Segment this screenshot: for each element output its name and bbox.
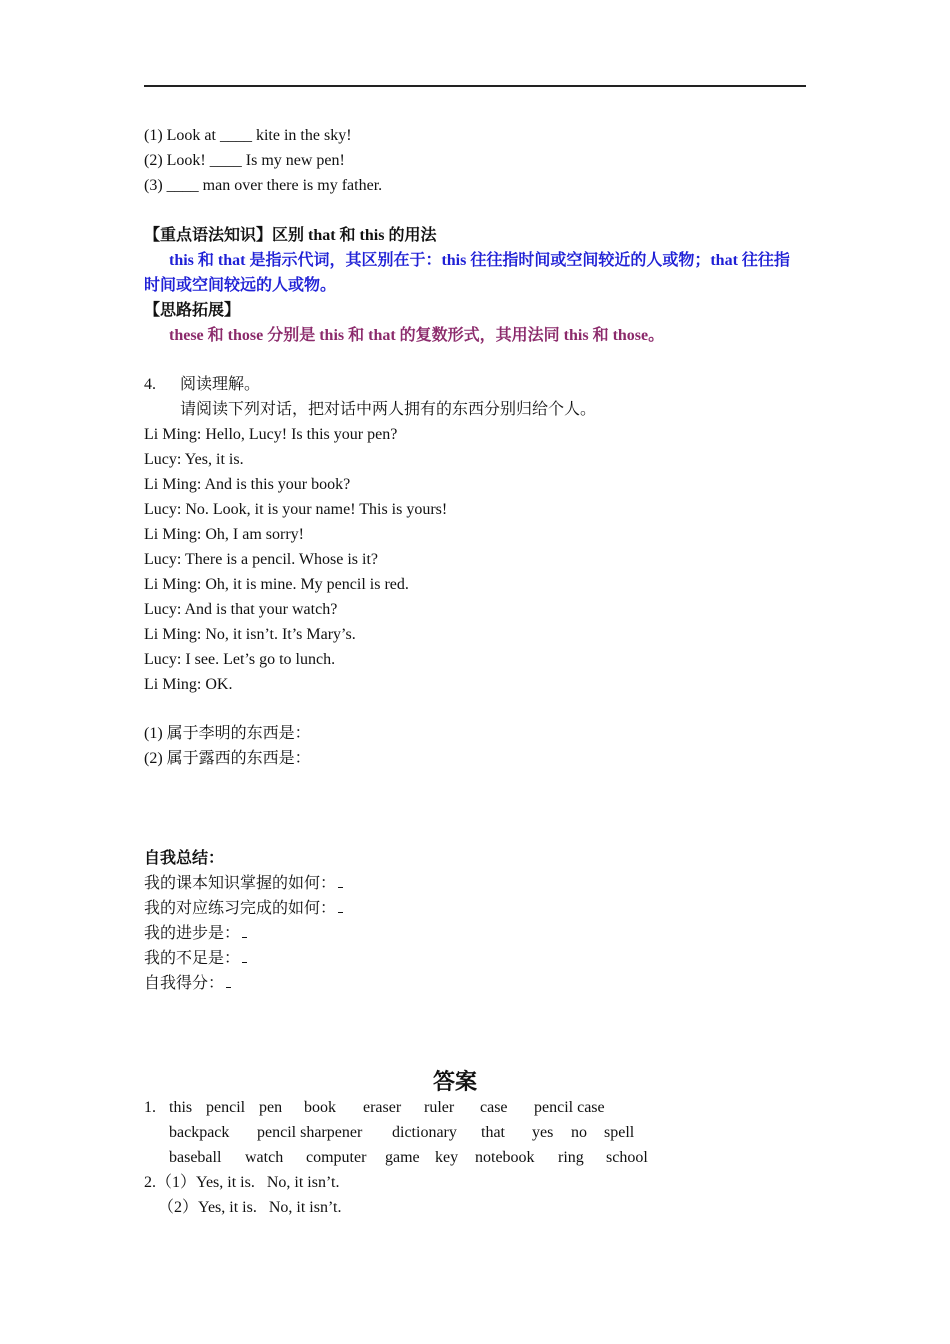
answer-word: backpack: [169, 1124, 230, 1141]
exercise-3-item-3: (3) ____ man over there is my father.: [144, 177, 383, 194]
answer-blank: [338, 875, 343, 888]
summary-item: 我的不足是：: [144, 948, 247, 970]
summary-heading: 自我总结：: [144, 850, 225, 867]
answer-word: book: [304, 1099, 336, 1116]
answer-word: that: [481, 1124, 505, 1141]
header-rule: [144, 85, 806, 87]
grammar-text-line-1: this 和 that 是指示代词，其区别在于：this 往往指时间或空间较近的人或物；that 往往指: [169, 252, 790, 269]
answer-word: pen: [259, 1099, 283, 1116]
answer-word: baseball: [169, 1149, 222, 1166]
summary-item: 我的进步是：: [144, 923, 247, 945]
reading-title: 阅读理解。: [180, 376, 261, 393]
answer-word: eraser: [363, 1099, 402, 1116]
answer-word: yes: [532, 1124, 554, 1141]
grammar-heading: 【重点语法知识】区别 that 和 this 的用法: [144, 227, 437, 244]
dialogue-line: Li Ming: Oh, I am sorry!: [144, 526, 304, 543]
reading-question-1: (1) 属于李明的东西是：: [144, 725, 311, 742]
answer-word: pencil: [206, 1099, 246, 1116]
answer-blank: [242, 950, 247, 963]
summary-item: 自我得分：: [144, 973, 231, 995]
answer-word: ring: [558, 1149, 584, 1166]
exercise-3-item-2: (2) Look! ____ Is my new pen!: [144, 152, 345, 169]
dialogue-line: Lucy: There is a pencil. Whose is it?: [144, 551, 379, 568]
reading-instruction: 请阅读下列对话，把对话中两人拥有的东西分别归给个人。: [180, 401, 597, 418]
dialogue-line: Lucy: Yes, it is.: [144, 451, 244, 468]
answer-word: school: [606, 1149, 648, 1166]
answer-word: ruler: [424, 1099, 455, 1116]
answer-word: this: [169, 1099, 193, 1116]
answer-word: pencil sharpener: [257, 1124, 363, 1141]
answer-blank: [242, 925, 247, 938]
answer-word: spell: [604, 1124, 635, 1141]
answer-word: dictionary: [392, 1124, 457, 1141]
answers-title: 答案: [432, 1069, 477, 1094]
reading-question-2: (2) 属于露西的东西是：: [144, 750, 311, 767]
answer-blank: [338, 900, 343, 913]
summary-item: 我的对应练习完成的如何：: [144, 898, 343, 920]
answer-2-line-2: （2）Yes, it is. No, it isn’t.: [158, 1199, 342, 1216]
extension-heading: 【思路拓展】: [144, 302, 241, 319]
grammar-text-line-2: 时间或空间较远的人或物。: [144, 277, 337, 294]
extension-text: these 和 those 分别是 this 和 that 的复数形式，其用法同 this 和 those。: [169, 327, 665, 344]
reading-number: 4.: [144, 376, 156, 393]
answer-word: case: [480, 1099, 508, 1116]
dialogue-line: Lucy: And is that your watch?: [144, 601, 338, 618]
dialogue-line: Lucy: I see. Let’s go to lunch.: [144, 651, 336, 668]
answer-word: key: [435, 1149, 459, 1166]
dialogue-line: Li Ming: Hello, Lucy! Is this your pen?: [144, 426, 398, 443]
answer-blank: [226, 975, 231, 988]
dialogue-line: Li Ming: OK.: [144, 676, 233, 693]
answer-word: notebook: [475, 1149, 535, 1166]
dialogue-line: Li Ming: Oh, it is mine. My pencil is red.: [144, 576, 409, 593]
answer-word: game: [385, 1149, 420, 1166]
answer-word: watch: [245, 1149, 284, 1166]
answer-word: pencil case: [534, 1099, 605, 1116]
answer-2-line-1: 2.（1）Yes, it is. No, it isn’t.: [144, 1174, 340, 1191]
dialogue-line: Li Ming: No, it isn’t. It’s Mary’s.: [144, 626, 356, 643]
exercise-3-item-1: (1) Look at ____ kite in the sky!: [144, 127, 352, 144]
answer-word: no: [571, 1124, 587, 1141]
answer-word: computer: [306, 1149, 367, 1166]
dialogue-line: Li Ming: And is this your book?: [144, 476, 351, 493]
summary-item: 我的课本知识掌握的如何：: [144, 873, 343, 895]
dialogue-line: Lucy: No. Look, it is your name! This is yours!: [144, 501, 448, 518]
answer-1-number: 1.: [144, 1099, 156, 1116]
